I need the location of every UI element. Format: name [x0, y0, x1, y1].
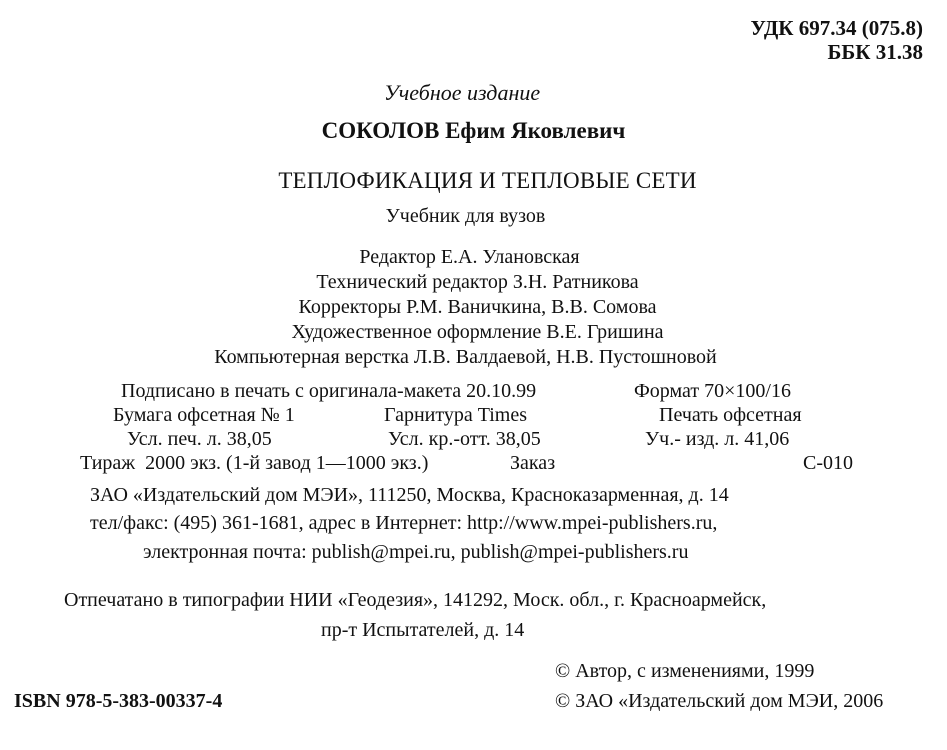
- publisher-email: электронная почта: publish@mpei.ru, publish@mpei-publishers.ru: [143, 541, 689, 563]
- spec-code: С-010: [803, 452, 853, 474]
- spec-paper: Бумага офсетная № 1: [113, 404, 295, 426]
- spec-printing: Печать офсетная: [659, 404, 802, 426]
- spec-pub-sheets: Уч.- изд. л. 41,06: [645, 428, 790, 450]
- publisher-contacts: тел/факс: (495) 361-1681, адрес в Интернет: http://www.mpei-publishers.ru,: [90, 512, 718, 534]
- isbn: ISBN 978-5-383-00337-4: [14, 690, 223, 712]
- credit-editor: Редактор Е.А. Улановская: [359, 246, 580, 268]
- copyright-author: © Автор, с изменениями, 1999: [555, 660, 815, 682]
- copyright-publisher: © ЗАО «Издательский дом МЭИ, 2006: [555, 690, 884, 712]
- credit-layout: Компьютерная верстка Л.В. Валдаевой, Н.В. Пустошновой: [214, 346, 717, 368]
- credit-proofreaders: Корректоры Р.М. Ваничкина, В.В. Сомова: [298, 296, 657, 318]
- bbk-code: ББК 31.38: [827, 40, 923, 64]
- spec-typeface: Гарнитура Times: [384, 404, 527, 426]
- author-name: СОКОЛОВ Ефим Яковлевич: [321, 118, 626, 143]
- classification-block: [751, 16, 923, 64]
- printer-line-2: пр-т Испытателей, д. 14: [321, 619, 525, 641]
- spec-order: Заказ: [510, 452, 556, 474]
- spec-color-prints: Усл. кр.-отт. 38,05: [388, 428, 541, 450]
- book-subtitle: Учебник для вузов: [385, 205, 546, 227]
- spec-run: Тираж 2000 экз. (1-й завод 1—1000 экз.): [80, 452, 429, 474]
- spec-sheets: Усл. печ. л. 38,05: [127, 428, 272, 450]
- credit-art-design: Художественное оформление В.Е. Гришина: [291, 321, 664, 343]
- spec-format: Формат 70×100/16: [634, 380, 791, 402]
- spec-signed: Подписано в печать с оригинала-макета 20.10.99: [121, 380, 537, 402]
- printer-line-1: Отпечатано в типографии НИИ «Геодезия», 141292, Моск. обл., г. Красноармейск,: [64, 589, 767, 611]
- udk-code: УДК 697.34 (075.8): [750, 16, 923, 40]
- publisher-address: ЗАО «Издательский дом МЭИ», 111250, Москва, Красноказарменная, д. 14: [90, 484, 729, 506]
- book-title: ТЕПЛОФИКАЦИЯ И ТЕПЛОВЫЕ СЕТИ: [278, 168, 697, 193]
- credit-tech-editor: Технический редактор З.Н. Ратникова: [316, 271, 639, 293]
